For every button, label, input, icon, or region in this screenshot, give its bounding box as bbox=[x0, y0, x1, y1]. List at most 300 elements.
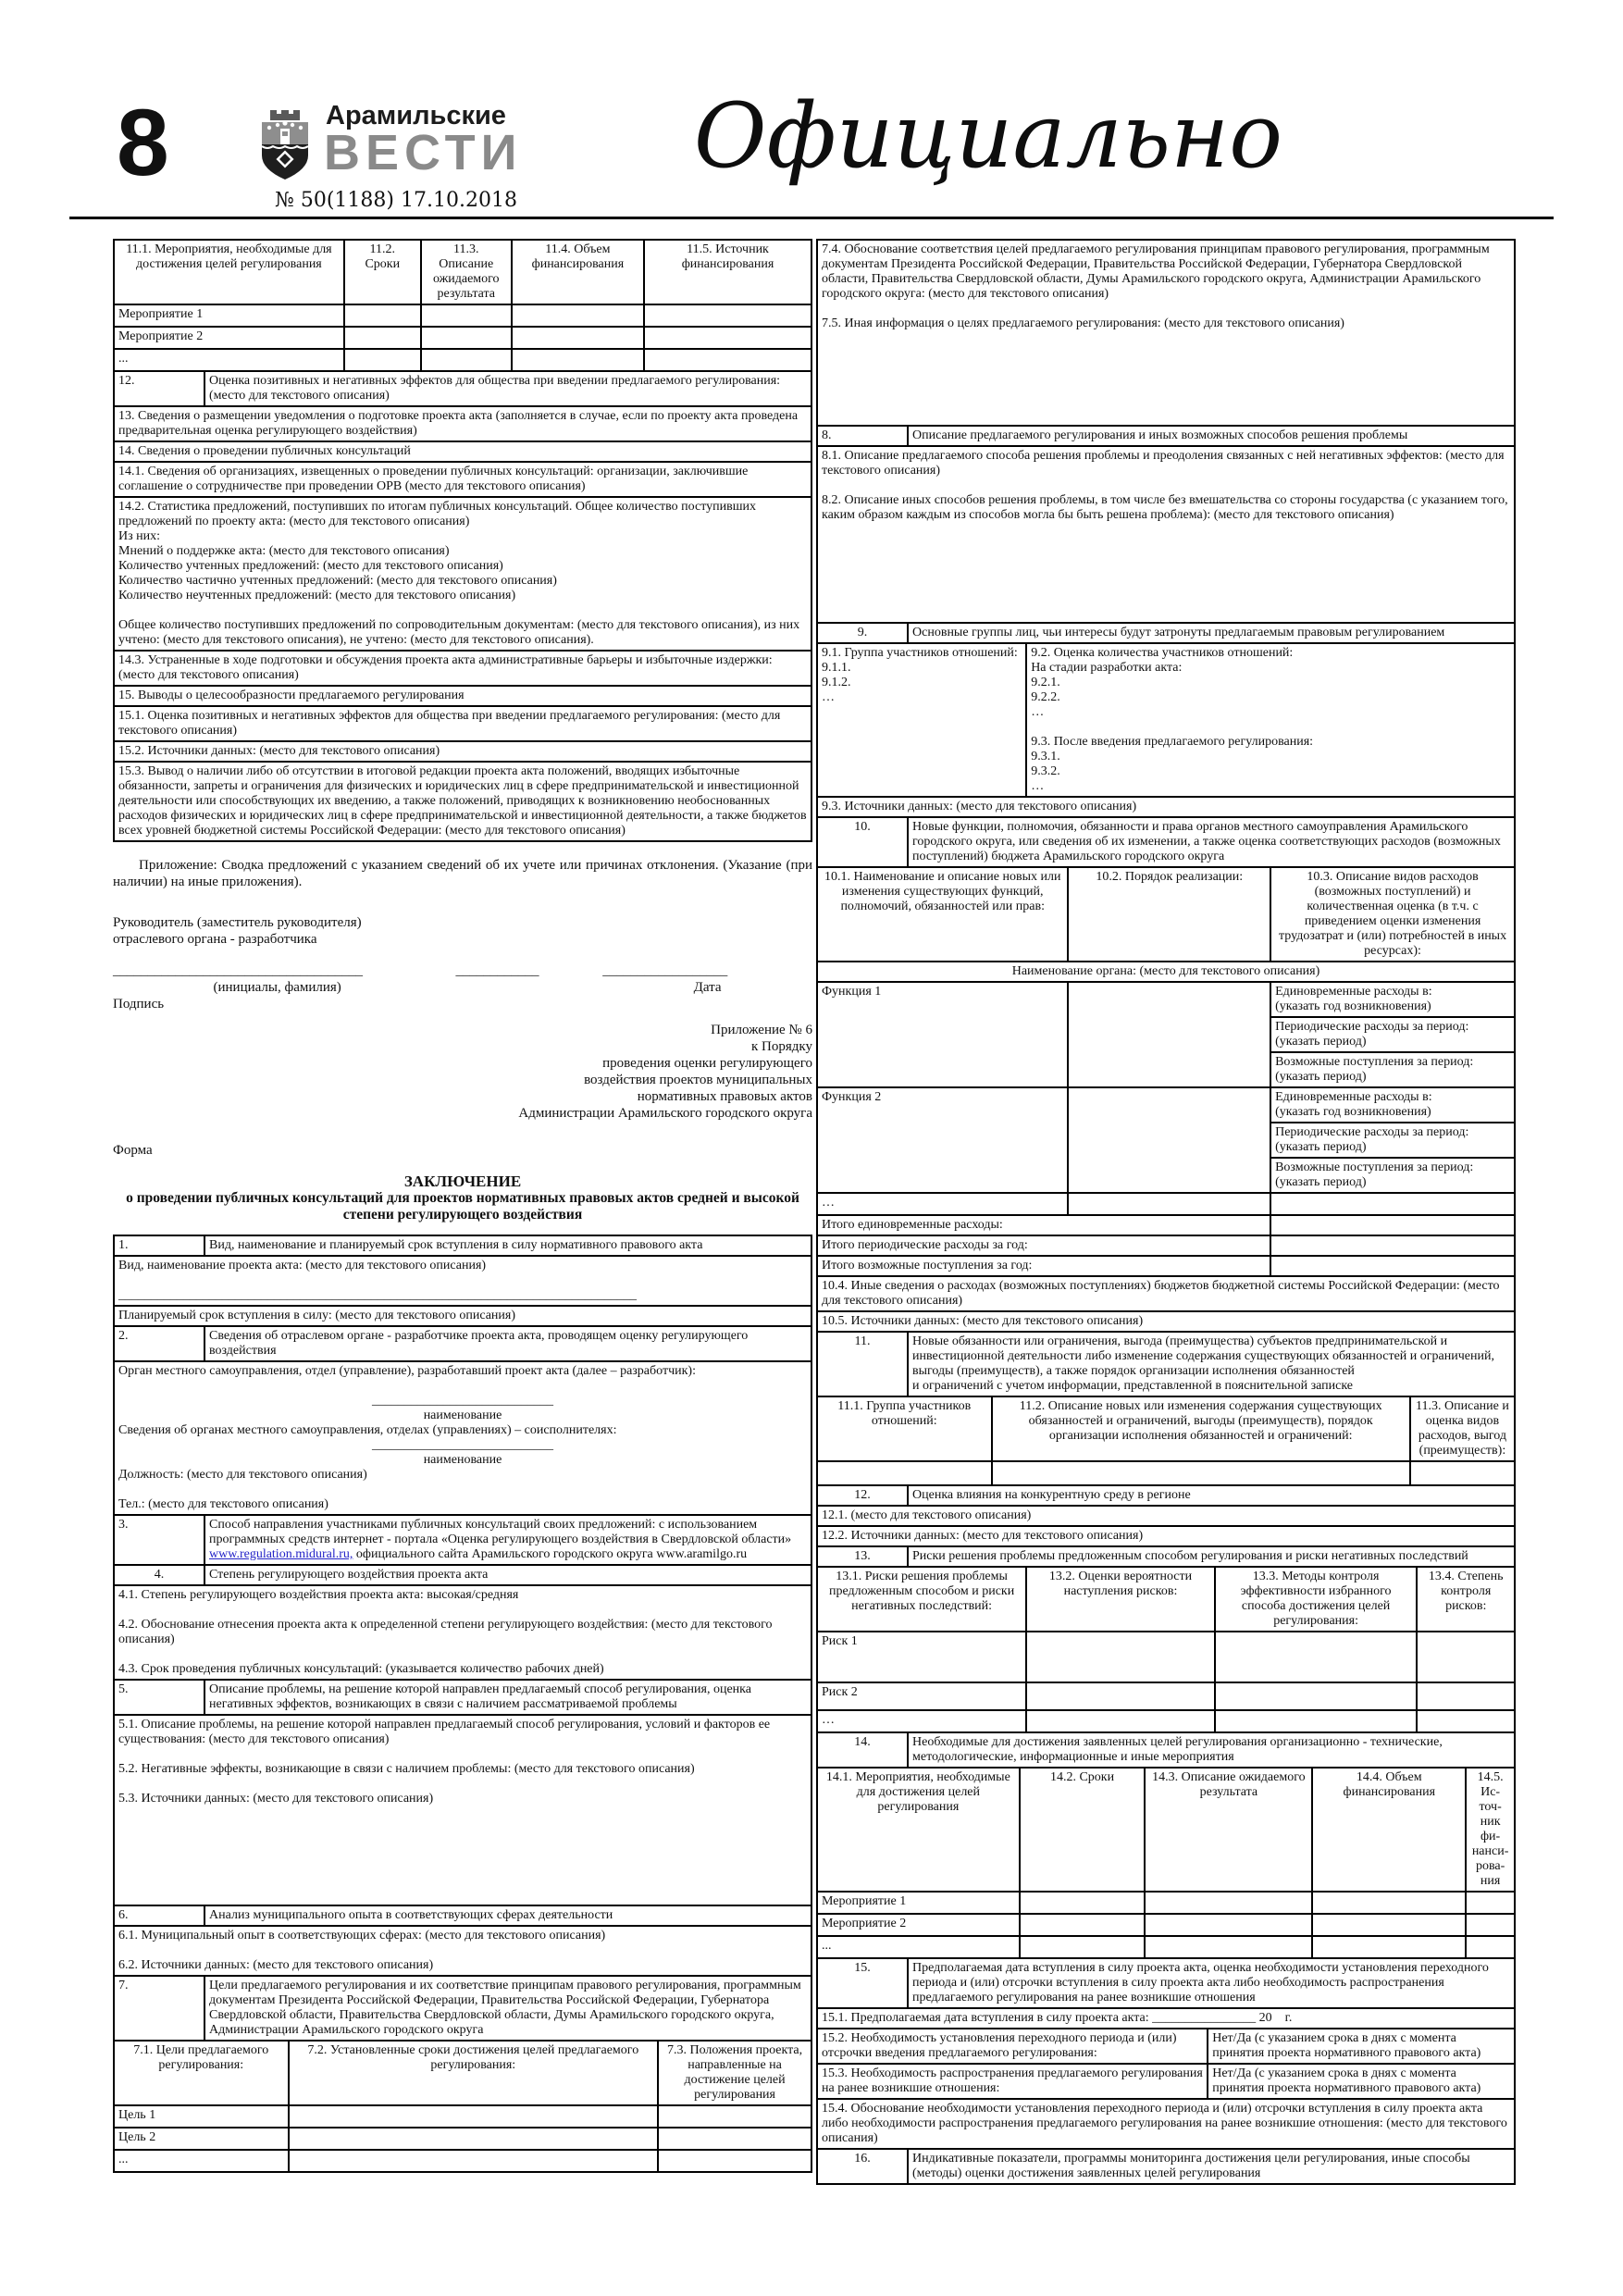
regulation-portal-link[interactable]: www.regulation.midural.ru, bbox=[209, 1547, 353, 1561]
table-row bbox=[114, 651, 812, 686]
table-row bbox=[114, 1361, 812, 1515]
table-cell bbox=[817, 240, 1515, 426]
table-cell bbox=[1417, 1682, 1515, 1710]
table-row bbox=[817, 1567, 1515, 1632]
table-cell: Цель 2 bbox=[114, 2128, 289, 2150]
table-cell: 10.1. Наименование и описание новых или изменения существующих функций, полномочий, обязанностей или прав: bbox=[817, 867, 1068, 962]
table-row bbox=[114, 1256, 812, 1306]
table-cell: 5. bbox=[114, 1680, 204, 1715]
table-cell bbox=[421, 327, 512, 349]
table-row bbox=[817, 797, 1515, 817]
table-row bbox=[817, 1276, 1515, 1311]
table-cell: 11.1. Группа участников отношений: bbox=[817, 1396, 992, 1461]
table-row bbox=[817, 1193, 1515, 1215]
table-cell bbox=[512, 304, 644, 327]
table-row bbox=[114, 2105, 812, 2128]
left-column bbox=[113, 239, 812, 2173]
table-cell bbox=[1417, 1710, 1515, 1732]
table-cell: Риск 2 bbox=[817, 1682, 1026, 1710]
table-row bbox=[817, 1958, 1515, 2008]
table-cell bbox=[1026, 1710, 1215, 1732]
table-row bbox=[817, 623, 1515, 643]
table-row bbox=[817, 2008, 1515, 2029]
table-cell: 11.2. Описание новых или изменения содержания существующих обязанностей и ограничений, выгоды (преимуществ), порядок организации исполнения обязанностей и ограничений: bbox=[992, 1396, 1410, 1461]
appendix-ref-line: к Порядку bbox=[751, 1039, 812, 1054]
table-cell bbox=[114, 1715, 812, 1905]
table-cell: Функция 1 bbox=[817, 982, 1068, 1087]
table-cell bbox=[1068, 1087, 1270, 1193]
table-row bbox=[817, 1768, 1515, 1892]
table-cell bbox=[289, 2150, 659, 2172]
text-line: ____________________________ bbox=[372, 1394, 553, 1408]
table-cell bbox=[289, 2105, 659, 2128]
table-cell: Нет/Да (с указанием срока в днях с момента принятия проекта нормативного правового акта) bbox=[1208, 2029, 1515, 2064]
table-sections-12-15 bbox=[113, 370, 812, 842]
table-cell: 3. bbox=[114, 1515, 204, 1565]
table-cell: 1. bbox=[114, 1235, 204, 1256]
measures-table-14 bbox=[816, 1767, 1516, 1959]
table-cell bbox=[1417, 1632, 1515, 1682]
table-cell: 10.5. Источники данных: (место для текстового описания) bbox=[817, 1311, 1515, 1332]
text-line bbox=[118, 1747, 807, 1762]
table-row bbox=[817, 1485, 1515, 1506]
participant-groups-table bbox=[816, 642, 1516, 818]
text-line: Количество частично учтенных предложений: (место для текстового описания) bbox=[118, 574, 557, 588]
table-cell: 15.2. Необходимость установления переходного периода и (или) отсрочки введения предлагаемого регулирования: bbox=[817, 2029, 1208, 2064]
table-row bbox=[114, 686, 812, 706]
text-line bbox=[1031, 720, 1510, 735]
table-11-measures bbox=[113, 239, 812, 372]
table-cell bbox=[1215, 1710, 1418, 1732]
text-line: 9.1. Группа участников отношений: bbox=[822, 646, 1018, 660]
table-row bbox=[114, 406, 812, 441]
table-cell: 14.3. Устраненные в ходе подготовки и обсуждения проекта акта административные барьеры и избыточные издержки: (место для текстового описания) bbox=[114, 651, 812, 686]
text-line: 4.3. Срок проведения публичных консультаций: (указывается количество рабочих дней) bbox=[118, 1662, 604, 1676]
table-cell bbox=[1068, 982, 1270, 1087]
text-line: 11.2. bbox=[369, 242, 396, 256]
table-row bbox=[114, 1306, 812, 1326]
table-row bbox=[817, 1526, 1515, 1546]
text-line bbox=[118, 1483, 807, 1497]
table-cell: 14. Сведения о проведении публичных консультаций bbox=[114, 441, 812, 462]
table-cell: 15.2. Источники данных: (место для текстового описания) bbox=[114, 741, 812, 762]
table-row bbox=[114, 1515, 812, 1565]
table-cell bbox=[114, 1256, 812, 1306]
text-line: Общее количество поступивших предложений по сопроводительным документам: (место для текстового описания), из них учтено: (место для текстового описания), не учтено: (место для текстового описания). bbox=[118, 618, 800, 647]
table-cell: 15.3. Необходимость распространения предлагаемого регулирования на ранее возникшие отношения: bbox=[817, 2064, 1208, 2099]
functions-costs-table bbox=[816, 866, 1516, 1333]
text-line: наименование bbox=[423, 1453, 502, 1467]
text-line bbox=[822, 302, 1510, 316]
table-cell: … bbox=[817, 1193, 1068, 1215]
appendix-ref-line: воздействия проектов муниципальных bbox=[584, 1073, 812, 1087]
text-line: (указать год возникновения) bbox=[1275, 999, 1431, 1013]
masthead-word-main bbox=[324, 125, 535, 180]
signature-column bbox=[113, 962, 441, 1012]
table-cell bbox=[344, 240, 421, 304]
text-line: 14.5. bbox=[1477, 1770, 1504, 1784]
table-cell: 10.3. Описание видов расходов (возможных поступлений) и количественная оценка (в т.ч. с приведением оценки изменения трудозатрат и (или) потребностей в иных ресурсах): bbox=[1270, 867, 1515, 962]
table-cell bbox=[1068, 1193, 1270, 1215]
table-row bbox=[114, 1905, 812, 1926]
text-line: ожидаемого bbox=[432, 272, 500, 286]
text-line: Количество учтенных предложений: (место для текстового описания) bbox=[118, 559, 503, 573]
table-cell bbox=[1410, 1461, 1515, 1485]
table-cell bbox=[114, 1361, 812, 1515]
table-row bbox=[817, 1546, 1515, 1567]
table-cell bbox=[644, 304, 812, 327]
table-cell bbox=[1270, 1087, 1515, 1123]
table-row bbox=[817, 962, 1515, 982]
conclusion-table bbox=[113, 1235, 812, 2042]
table-cell: Необходимые для достижения заявленных целей регулирования организационно - технические, методологические, информационные и иные мероприятия bbox=[908, 1732, 1515, 1768]
table-section-11 bbox=[816, 1331, 1516, 1397]
table-cell: Новые функции, полномочия, обязанности и права органов местного самоуправления Арамильского городского округа, или сведения об их изменении, а также оценка соответствующих расходов (возможных поступлений) бюджета Арамильского городского округа bbox=[908, 817, 1515, 867]
table-cell bbox=[289, 2128, 659, 2150]
table-cell: Анализ муниципального опыта в соответствующих сферах деятельности bbox=[204, 1905, 812, 1926]
appendix-ref-line: проведения оценки регулирующего bbox=[602, 1056, 812, 1071]
text-line: ния bbox=[1480, 1874, 1501, 1888]
appendix-ref-line: нормативных правовых актов bbox=[637, 1089, 812, 1104]
table-cell: 14. bbox=[817, 1732, 908, 1768]
table-cell bbox=[114, 1585, 812, 1680]
text-line: 11.5. Источник bbox=[687, 242, 769, 256]
text-line: 9.2.1. bbox=[1031, 676, 1060, 689]
table-row bbox=[817, 1396, 1515, 1461]
table-row bbox=[114, 1976, 812, 2041]
table-cell bbox=[1270, 1235, 1515, 1256]
text-line bbox=[118, 1273, 807, 1288]
text-line: 9.2. Оценка количества участников отношений: bbox=[1031, 646, 1294, 660]
table-row bbox=[114, 1926, 812, 1976]
table-cell: 14.1. Мероприятия, необходимые для достижения целей регулирования bbox=[817, 1768, 1020, 1892]
table-cell bbox=[1270, 1215, 1515, 1235]
table-cell: 13. Сведения о размещении уведомления о подготовке проекта акта (заполняется в случае, если по проекту акта проведена предварительная оценка регулирующего воздействия) bbox=[114, 406, 812, 441]
text-line: 4.2. Обоснование отнесения проекта акта к определенной степени регулирующего воздействия: (место для текстового описания) bbox=[118, 1618, 773, 1646]
text-line: Единовременные расходы в: bbox=[1275, 985, 1432, 999]
table-cell bbox=[1026, 643, 1515, 797]
table-cell bbox=[1270, 982, 1515, 1017]
table-row bbox=[817, 2149, 1515, 2184]
table-cell bbox=[344, 349, 421, 371]
text-line: 9.3.2. bbox=[1031, 764, 1060, 778]
table-cell: 12. bbox=[114, 371, 204, 406]
table-cell: Мероприятие 1 bbox=[817, 1892, 1020, 1914]
table-row bbox=[114, 1565, 812, 1585]
text-line: 11.3. bbox=[453, 242, 479, 256]
text-line bbox=[118, 603, 807, 618]
text-line bbox=[118, 1943, 807, 1958]
text-line bbox=[822, 478, 1510, 493]
table-cell: ... bbox=[817, 1936, 1020, 1958]
table-cell: 9. bbox=[817, 623, 908, 643]
table-cell: Степень регулирующего воздействия проекта акта bbox=[204, 1565, 812, 1585]
table-row bbox=[114, 2150, 812, 2172]
table-cell: 13.2. Оценки вероятности наступления рисков: bbox=[1026, 1567, 1215, 1632]
table-cell: Оценка влияния на конкурентную среду в регионе bbox=[908, 1485, 1515, 1506]
table-row bbox=[114, 462, 812, 497]
table-row bbox=[817, 240, 1515, 426]
table-row bbox=[817, 1235, 1515, 1256]
text-line: 9.3.1. bbox=[1031, 750, 1060, 763]
text-line: … bbox=[822, 690, 835, 704]
table-cell: 7.3. Положения проекта, направленные на достижение целей регулирования bbox=[658, 2041, 812, 2105]
text-line: 7.5. Иная информация о целях предлагаемого регулирования: (место для текстового описания) bbox=[822, 316, 1344, 330]
text-line: (указать год возникновения) bbox=[1275, 1105, 1431, 1119]
table-cell bbox=[1020, 1936, 1146, 1958]
signature-column bbox=[602, 962, 812, 1012]
table-cell: 12. bbox=[817, 1485, 908, 1506]
table-cell: Мероприятие 1 bbox=[114, 304, 344, 327]
table-row bbox=[114, 441, 812, 462]
table-cell: Планируемый срок вступления в силу: (место для текстового описания) bbox=[114, 1306, 812, 1326]
table-cell bbox=[1312, 1892, 1466, 1914]
table-cell bbox=[512, 349, 644, 371]
right-column bbox=[816, 239, 1516, 2185]
table-cell bbox=[658, 2128, 812, 2150]
table-row bbox=[817, 867, 1515, 962]
text-line: Единовременные расходы в: bbox=[1275, 1090, 1432, 1104]
table-cell: Периодические расходы за период: (указать период) bbox=[1270, 1017, 1515, 1052]
header-divider bbox=[69, 217, 1554, 219]
text-line: Вид, наименование проекта акта: (место для текстового описания) bbox=[118, 1259, 487, 1272]
table-cell: 13. bbox=[817, 1546, 908, 1567]
table-cell bbox=[344, 304, 421, 327]
table-cell bbox=[658, 2150, 812, 2172]
table-cell: 15.1. Оценка позитивных и негативных эффектов для общества при введении предлагаемого регулирования: (место для текстового описания) bbox=[114, 706, 812, 741]
table-row bbox=[114, 706, 812, 741]
table-cell: 13.1. Риски решения проблемы предложенным способом и риски негативных последствий: bbox=[817, 1567, 1026, 1632]
table-row bbox=[817, 1256, 1515, 1276]
table-cell: Оценка позитивных и негативных эффектов для общества при введении предлагаемого регулирования: (место для текстового описания) bbox=[204, 371, 812, 406]
masthead-text: ВЕСТИ bbox=[324, 125, 523, 180]
text-line bbox=[118, 1379, 807, 1394]
text-line: Мнений о поддержке акта: (место для текстового описания) bbox=[118, 544, 450, 558]
table-cell: Итого периодические расходы за год: bbox=[817, 1235, 1270, 1256]
table-cell: Возможные поступления за период: (указать период) bbox=[1270, 1158, 1515, 1193]
table-row bbox=[817, 1632, 1515, 1682]
table-row bbox=[817, 982, 1515, 1017]
table-cell: Цели предлагаемого регулирования и их соответствие принципам правового регулирования, программным документам Президента Российской Федерации, Правительства Российской Федерации, Губернатора Свердловской области, Правительства Свердловской области, Думы Арамильского городского округа, Администрации Арамильского городского округа bbox=[204, 1976, 812, 2041]
text-line: 14.2. Статистика предложений, поступивших по итогам публичных консультаций. Общее количество поступивших предложений по проекту акта: (место для текстового описания) bbox=[118, 500, 757, 528]
text-line: ник bbox=[1480, 1815, 1501, 1829]
text-line: ________________________________________________________________________________ bbox=[118, 1288, 637, 1302]
table-cell bbox=[1312, 1914, 1466, 1936]
form-label: Форма bbox=[113, 1143, 153, 1158]
signature-line: __________________ bbox=[602, 963, 728, 978]
text-line: Сроки bbox=[365, 257, 401, 271]
text-line: Должность: (место для текстового описания) bbox=[118, 1468, 367, 1482]
table-cell: 6. bbox=[114, 1905, 204, 1926]
text-line: 5.3. Источники данных: (место для текстового описания) bbox=[118, 1792, 434, 1806]
text-line: 6.1. Муниципальный опыт в соответствующих сферах: (место для текстового описания) bbox=[118, 1929, 606, 1942]
table-cell bbox=[1466, 1768, 1515, 1892]
table-cell bbox=[1020, 1892, 1146, 1914]
table-cell: ... bbox=[114, 2150, 289, 2172]
table-cell bbox=[817, 643, 1026, 797]
table-cell bbox=[644, 240, 812, 304]
text-line: Орган местного самоуправления, отдел (управление), разработавший проект акта (далее – разработчик): bbox=[118, 1364, 696, 1378]
table-cell: 4. bbox=[114, 1565, 204, 1585]
table-cell: 8. bbox=[817, 426, 908, 446]
table-cell bbox=[1026, 1632, 1215, 1682]
table-row bbox=[114, 1585, 812, 1680]
table-section-15 bbox=[816, 1957, 1516, 2029]
table-cell: 15. bbox=[817, 1958, 908, 2008]
newspaper-masthead bbox=[257, 101, 535, 212]
table-cell: Вид, наименование и планируемый срок вступления в силу нормативного правового акта bbox=[204, 1235, 812, 1256]
table-cell: 10.4. Иные сведения о расходах (возможных поступлениях) бюджетов бюджетной системы Российской Федерации: (место для текстового описания) bbox=[817, 1276, 1515, 1311]
signature-block bbox=[113, 962, 812, 1012]
table-cell: 12.1. (место для текстового описания) bbox=[817, 1506, 1515, 1526]
table-cell: 7. bbox=[114, 1976, 204, 2041]
table-cell bbox=[1020, 1914, 1146, 1936]
text-span: Способ направления участниками публичных консультаций своих предложений: с использованием программных средств интернет - портала «Оценка регулирующего воздействия в Свердловской области» bbox=[209, 1518, 792, 1546]
table-cell: 11. bbox=[817, 1332, 908, 1396]
text-line: Описание bbox=[439, 257, 494, 271]
signature-line: ____________________________________ bbox=[113, 963, 363, 978]
text-line bbox=[118, 1777, 807, 1792]
table-cell bbox=[992, 1461, 1410, 1485]
text-line: фи- bbox=[1480, 1830, 1501, 1843]
table-row bbox=[817, 2099, 1515, 2149]
table-row bbox=[817, 1215, 1515, 1235]
table-cell: 15. Выводы о целесообразности предлагаемого регулирования bbox=[114, 686, 812, 706]
text-line: На стадии разработки акта: bbox=[1031, 661, 1183, 675]
table-row bbox=[114, 1326, 812, 1361]
table-cell: Периодические расходы за период: (указать период) bbox=[1270, 1123, 1515, 1158]
table-sections-12-13 bbox=[816, 1484, 1516, 1568]
table-cell bbox=[512, 327, 644, 349]
table-cell: 15.4. Обоснование необходимости установления переходного периода и (или) отсрочки вступления в силу проекта акта либо необходимости распространения предлагаемого регулирования на ранее возникшие отношения: (место для текстового описания) bbox=[817, 2099, 1515, 2149]
table-cell: ... bbox=[114, 349, 344, 371]
table-row bbox=[817, 1936, 1515, 1958]
table-cell: 7.2. Установленные сроки достижения целей предлагаемого регулирования: bbox=[289, 2041, 659, 2105]
table-row bbox=[114, 1680, 812, 1715]
text-line: 8.1. Описание предлагаемого способа решения проблемы и преодоления связанных с ней негативных эффектов: (место для текстового описания) bbox=[822, 449, 1505, 478]
section-title: Официально bbox=[693, 84, 1282, 188]
table-cell: Наименование органа: (место для текстового описания) bbox=[817, 962, 1515, 982]
table-cell: Нет/Да (с указанием срока в днях с момента принятия проекта нормативного правового акта) bbox=[1208, 2064, 1515, 2099]
table-cell bbox=[817, 446, 1515, 623]
table-cell bbox=[644, 349, 812, 371]
table-cell: 13.4. Степень контроля рисков: bbox=[1417, 1567, 1515, 1632]
attachment-note: Приложение: Сводка предложений с указанием сведений об их учете или причинах отклонения. (Указание (при наличии) на иные приложения). bbox=[113, 858, 812, 889]
text-line: 6.2. Источники данных: (место для текстового описания) bbox=[118, 1958, 434, 1972]
table-row bbox=[817, 426, 1515, 446]
text-line: 7.4. Обоснование соответствия целей предлагаемого регулирования принципам правового регулирования, программным документам Президента Российской Федерации, Правительства Российской Федерации, Губернатора Свердловской области, Правительства Свердловской области, Думы Арамильского городского округа, Администрации Арамильского городского округа: (место для текстового описания) bbox=[822, 242, 1490, 301]
table-cell: 15.3. Вывод о наличии либо об отсутствии в итоговой редакции проекта акта положений, вводящих избыточные обязанности, запреты и ограничения для физических и юридических лиц в сфере предпринимательской и инвестиционной деятельности или способствующих их введению, а также положений, приводящих к возникновению необоснованных расходов физических и юридических лиц в сфере предпринимательской и инвестиционной деятельности, а также бюджетов всех уровней бюджетной системы Российской Федерации: (место для текстового описания) bbox=[114, 762, 812, 841]
text-line: Ис- bbox=[1481, 1785, 1501, 1799]
signer-title-line1: Руководитель (заместитель руководителя) bbox=[113, 915, 362, 930]
table-cell: 2. bbox=[114, 1326, 204, 1361]
table-cell bbox=[1270, 1256, 1515, 1276]
signer-title-line2: отраслевого органа - разработчика bbox=[113, 932, 317, 947]
table-cell: Описание предлагаемого регулирования и иных возможных способов решения проблемы bbox=[908, 426, 1515, 446]
table-section-16 bbox=[816, 2098, 1516, 2185]
text-line: … bbox=[1031, 705, 1045, 719]
table-row bbox=[817, 1710, 1515, 1732]
text-line: 8.2. Описание иных способов решения проблемы, в том числе без вмешательства со стороны государства (с указанием того, каким образом каждым из способов могла бы быть решена проблема): (место для текстового описания) bbox=[822, 493, 1508, 522]
text-span: официального сайта Арамильского городского округа www.aramilgo.ru bbox=[353, 1547, 748, 1561]
signature-line: ____________ bbox=[455, 963, 539, 978]
text-line: 9.1.2. bbox=[822, 676, 851, 689]
table-row bbox=[817, 1732, 1515, 1768]
table-row bbox=[817, 2029, 1515, 2064]
table-cell bbox=[908, 1332, 1515, 1396]
text-line: 11.4. Объем bbox=[545, 242, 611, 256]
table-cell bbox=[1145, 1936, 1312, 1958]
table-cell bbox=[421, 304, 512, 327]
table-cell: 11.3. Описание и оценка видов расходов, выгод (преимуществ): bbox=[1410, 1396, 1515, 1461]
table-row bbox=[817, 1506, 1515, 1526]
signature-column bbox=[455, 962, 588, 1012]
table-cell bbox=[114, 1926, 812, 1976]
table-cell: Итого единовременные расходы: bbox=[817, 1215, 1270, 1235]
table-cell bbox=[512, 240, 644, 304]
text-line: … bbox=[1031, 779, 1045, 793]
conclusion-title: ЗАКЛЮЧЕНИЕ bbox=[403, 1173, 522, 1190]
appendix-ref-line: Администрации Арамильского городского округа bbox=[518, 1106, 812, 1121]
table-row bbox=[114, 371, 812, 406]
coat-of-arms-icon bbox=[257, 105, 313, 183]
table-cell: Риски решения проблемы предложенным способом регулирования и риски негативных последствий bbox=[908, 1546, 1515, 1567]
table-row bbox=[817, 1087, 1515, 1123]
text-line: 4.1. Степень регулирующего воздействия проекта акта: высокая/средняя bbox=[118, 1588, 519, 1602]
goals-table bbox=[113, 2040, 812, 2173]
text-line: Количество неучтенных предложений: (место для текстового описания) bbox=[118, 589, 516, 602]
table-row bbox=[817, 446, 1515, 623]
table-row bbox=[114, 762, 812, 841]
table-cell: 14.4. Объем финансирования bbox=[1312, 1768, 1466, 1892]
table-row bbox=[114, 2041, 812, 2105]
text-line: ____________________________ bbox=[372, 1438, 553, 1452]
table-cell: Возможные поступления за период: (указать период) bbox=[1270, 1052, 1515, 1087]
table-row bbox=[817, 643, 1515, 797]
table-row bbox=[817, 2064, 1515, 2099]
table-row bbox=[114, 327, 812, 349]
table-cell: Индикативные показатели, программы мониторинга достижения цели регулирования, иные способы (методы) оценки достижения заявленных целей регулирования bbox=[908, 2149, 1515, 2184]
text-line: рова- bbox=[1475, 1859, 1505, 1873]
table-cell: 14.3. Описание ожидаемого результата bbox=[1145, 1768, 1312, 1892]
table-cell: Функция 2 bbox=[817, 1087, 1068, 1193]
table-cell bbox=[1215, 1632, 1418, 1682]
table-cell: 7.1. Цели предлагаемого регулирования: bbox=[114, 2041, 289, 2105]
table-cell: 10. bbox=[817, 817, 908, 867]
table-cell bbox=[421, 349, 512, 371]
table-cell bbox=[817, 1461, 992, 1485]
text-line: Тел.: (место для текстового описания) bbox=[118, 1497, 328, 1511]
text-line: 5.2. Негативные эффекты, возникающие в связи с наличием проблемы: (место для текстового описания) bbox=[118, 1762, 695, 1776]
table-row bbox=[114, 240, 812, 304]
table-cell bbox=[1145, 1892, 1312, 1914]
table-cell: Риск 1 bbox=[817, 1632, 1026, 1682]
text-line: и ограничений с учетом информации, представленной в пояснительной записке bbox=[912, 1379, 1354, 1393]
text-line: финансирования bbox=[531, 257, 625, 271]
table-cell bbox=[1215, 1682, 1418, 1710]
table-cell: Мероприятие 2 bbox=[817, 1914, 1020, 1936]
signature-caption: Подпись bbox=[113, 997, 165, 1011]
risks-table bbox=[816, 1566, 1516, 1733]
table-section-14 bbox=[816, 1731, 1516, 1769]
table-cell bbox=[658, 2105, 812, 2128]
table-row bbox=[817, 1892, 1515, 1914]
table-cell: 11.1. Мероприятия, необходимые для достижения целей регулирования bbox=[114, 240, 344, 304]
text-line: 9.2.2. bbox=[1031, 690, 1060, 704]
table-cell bbox=[114, 497, 812, 651]
issue-number-date: № 50(1188) 17.10.2018 bbox=[275, 189, 517, 212]
text-line bbox=[118, 1647, 807, 1662]
